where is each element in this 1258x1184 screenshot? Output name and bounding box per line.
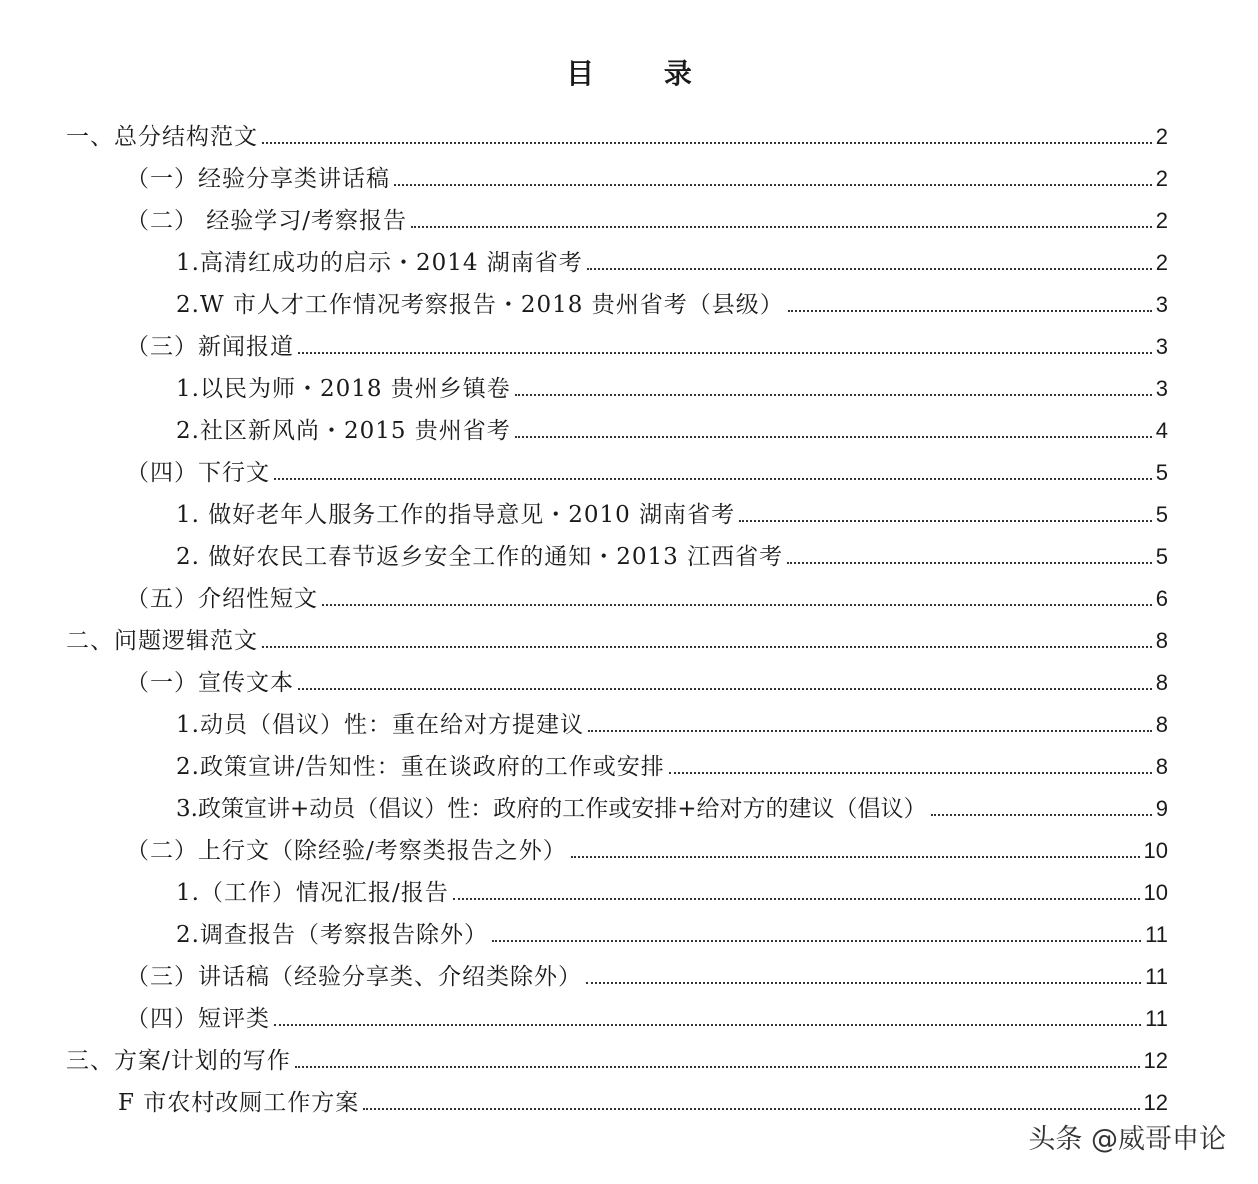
toc-entry-page: 8 [1155, 628, 1168, 653]
toc-entry-label: 一、总分结构范文 [66, 124, 258, 150]
dot-leader [931, 814, 1152, 816]
dot-leader [515, 436, 1152, 438]
toc-entry[interactable] [126, 994, 1168, 1034]
dot-leader [363, 1108, 1139, 1110]
toc-entry[interactable] [176, 406, 1168, 446]
toc-entry-label: 1.（工作）情况汇报/报告 [176, 880, 449, 906]
dot-leader [739, 520, 1152, 522]
toc-entry-label: （二）上行文（除经验/考察类报告之外） [126, 838, 567, 864]
toc-entry[interactable] [176, 238, 1168, 278]
dot-leader [274, 478, 1152, 480]
dot-leader [453, 898, 1140, 900]
toc-entry-label: 2.W 市人才工作情况考察报告・2018 贵州省考（县级） [176, 292, 784, 318]
toc-entry[interactable] [66, 1036, 1168, 1076]
dot-leader [298, 352, 1152, 354]
toc-entry-page: 2 [1155, 208, 1168, 233]
toc-entry[interactable] [176, 280, 1168, 320]
toc-entry-label: 3.政策宣讲+动员（倡议）性：政府的工作或安排+给对方的建议（倡议） [176, 796, 927, 822]
dot-leader [588, 730, 1152, 732]
toc-entry-label: 1.以民为师・2018 贵州乡镇卷 [176, 376, 511, 402]
dot-leader [411, 226, 1152, 228]
toc-entry-page: 4 [1155, 418, 1168, 443]
toc-entry-label: 2.政策宣讲/告知性：重在谈政府的工作或安排 [176, 754, 665, 780]
toc-entry[interactable] [176, 490, 1168, 530]
toc-entry-label: 2. 做好农民工春节返乡安全工作的通知・2013 江西省考 [176, 544, 784, 570]
toc-entry-page: 3 [1155, 334, 1168, 359]
toc-entry-label: （一）经验分享类讲话稿 [126, 166, 390, 192]
toc-entry-label: 1.动员（倡议）性：重在给对方提建议 [176, 712, 584, 738]
dot-leader [295, 1066, 1140, 1068]
toc-entry[interactable] [66, 616, 1168, 656]
toc-entry[interactable] [126, 448, 1168, 488]
toc-entry[interactable] [126, 322, 1168, 362]
toc-entry[interactable] [176, 700, 1168, 740]
toc-entry-page: 10 [1143, 880, 1168, 905]
toc-entry-page: 12 [1143, 1048, 1168, 1073]
toc-entry-page: 9 [1155, 796, 1168, 821]
dot-leader [587, 268, 1152, 270]
toc-entry-page: 8 [1155, 712, 1168, 737]
toc-entry[interactable] [126, 952, 1168, 992]
dot-leader [394, 184, 1152, 186]
toc-entry[interactable] [66, 112, 1168, 152]
toc-entry-page: 2 [1155, 250, 1168, 275]
toc-entry-label: F 市农村改厕工作方案 [118, 1090, 360, 1116]
toc-entry-label: 2.调查报告（考察报告除外） [176, 922, 488, 948]
toc-entry[interactable] [118, 1078, 1168, 1118]
toc-entry[interactable] [176, 742, 1168, 782]
toc-entry[interactable] [176, 910, 1168, 950]
toc-entry[interactable] [126, 574, 1168, 614]
toc-entry[interactable] [126, 154, 1168, 194]
dot-leader [787, 562, 1152, 564]
toc-entry-label: （五）介绍性短文 [126, 586, 318, 612]
toc-title: 目 录 [566, 57, 722, 90]
toc-entry-page: 3 [1155, 376, 1168, 401]
toc-entry-page: 5 [1155, 544, 1168, 569]
dot-leader [262, 142, 1152, 144]
toc-entry-page: 11 [1145, 1006, 1168, 1031]
toc-entry-page: 10 [1143, 838, 1168, 863]
toc-entry[interactable] [126, 658, 1168, 698]
toc-entry-page: 2 [1155, 166, 1168, 191]
dot-leader [788, 310, 1152, 312]
dot-leader [492, 940, 1141, 942]
toc-entry-page: 6 [1155, 586, 1168, 611]
dot-leader [571, 856, 1140, 858]
dot-leader [586, 982, 1141, 984]
toc-entry-label: 2.社区新风尚・2015 贵州省考 [176, 418, 511, 444]
dot-leader [322, 604, 1152, 606]
toc-entry[interactable] [176, 784, 1168, 824]
dot-leader [515, 394, 1152, 396]
dot-leader [262, 646, 1152, 648]
toc-entry-label: （四）下行文 [126, 460, 270, 486]
toc-entry-page: 8 [1155, 754, 1168, 779]
dot-leader [669, 772, 1152, 774]
toc-entry-label: （一）宣传文本 [126, 670, 294, 696]
toc-entry-page: 5 [1155, 460, 1168, 485]
toc-entry[interactable] [126, 196, 1168, 236]
toc-entry-page: 2 [1155, 124, 1168, 149]
toc-entry-label: 二、问题逻辑范文 [66, 628, 258, 654]
toc-entry-label: 三、方案/计划的写作 [66, 1048, 291, 1074]
dot-leader [274, 1024, 1141, 1026]
toc-entry-page: 12 [1143, 1090, 1168, 1115]
toc-entry[interactable] [176, 532, 1168, 572]
toc-entry-label: 1. 做好老年人服务工作的指导意见・2010 湖南省考 [176, 502, 736, 528]
toc-entry-label: （三）新闻报道 [126, 334, 294, 360]
toc-entry-label: 1.高清红成功的启示・2014 湖南省考 [176, 250, 583, 276]
watermark-text: 头条 @威哥申论 [1028, 1124, 1226, 1155]
toc-entry[interactable] [176, 364, 1168, 404]
toc-entry[interactable] [126, 826, 1168, 866]
toc-entry-page: 5 [1155, 502, 1168, 527]
toc-entry-page: 8 [1155, 670, 1168, 695]
toc-entry[interactable] [176, 868, 1168, 908]
toc-entry-page: 11 [1145, 964, 1168, 989]
dot-leader [298, 688, 1152, 690]
toc-entry-page: 3 [1155, 292, 1168, 317]
toc-entry-page: 11 [1145, 922, 1168, 947]
toc-entry-label: （三）讲话稿（经验分享类、介绍类除外） [126, 964, 582, 990]
toc-entry-label: （二） 经验学习/考察报告 [126, 208, 408, 234]
toc-entry-label: （四）短评类 [126, 1006, 270, 1032]
